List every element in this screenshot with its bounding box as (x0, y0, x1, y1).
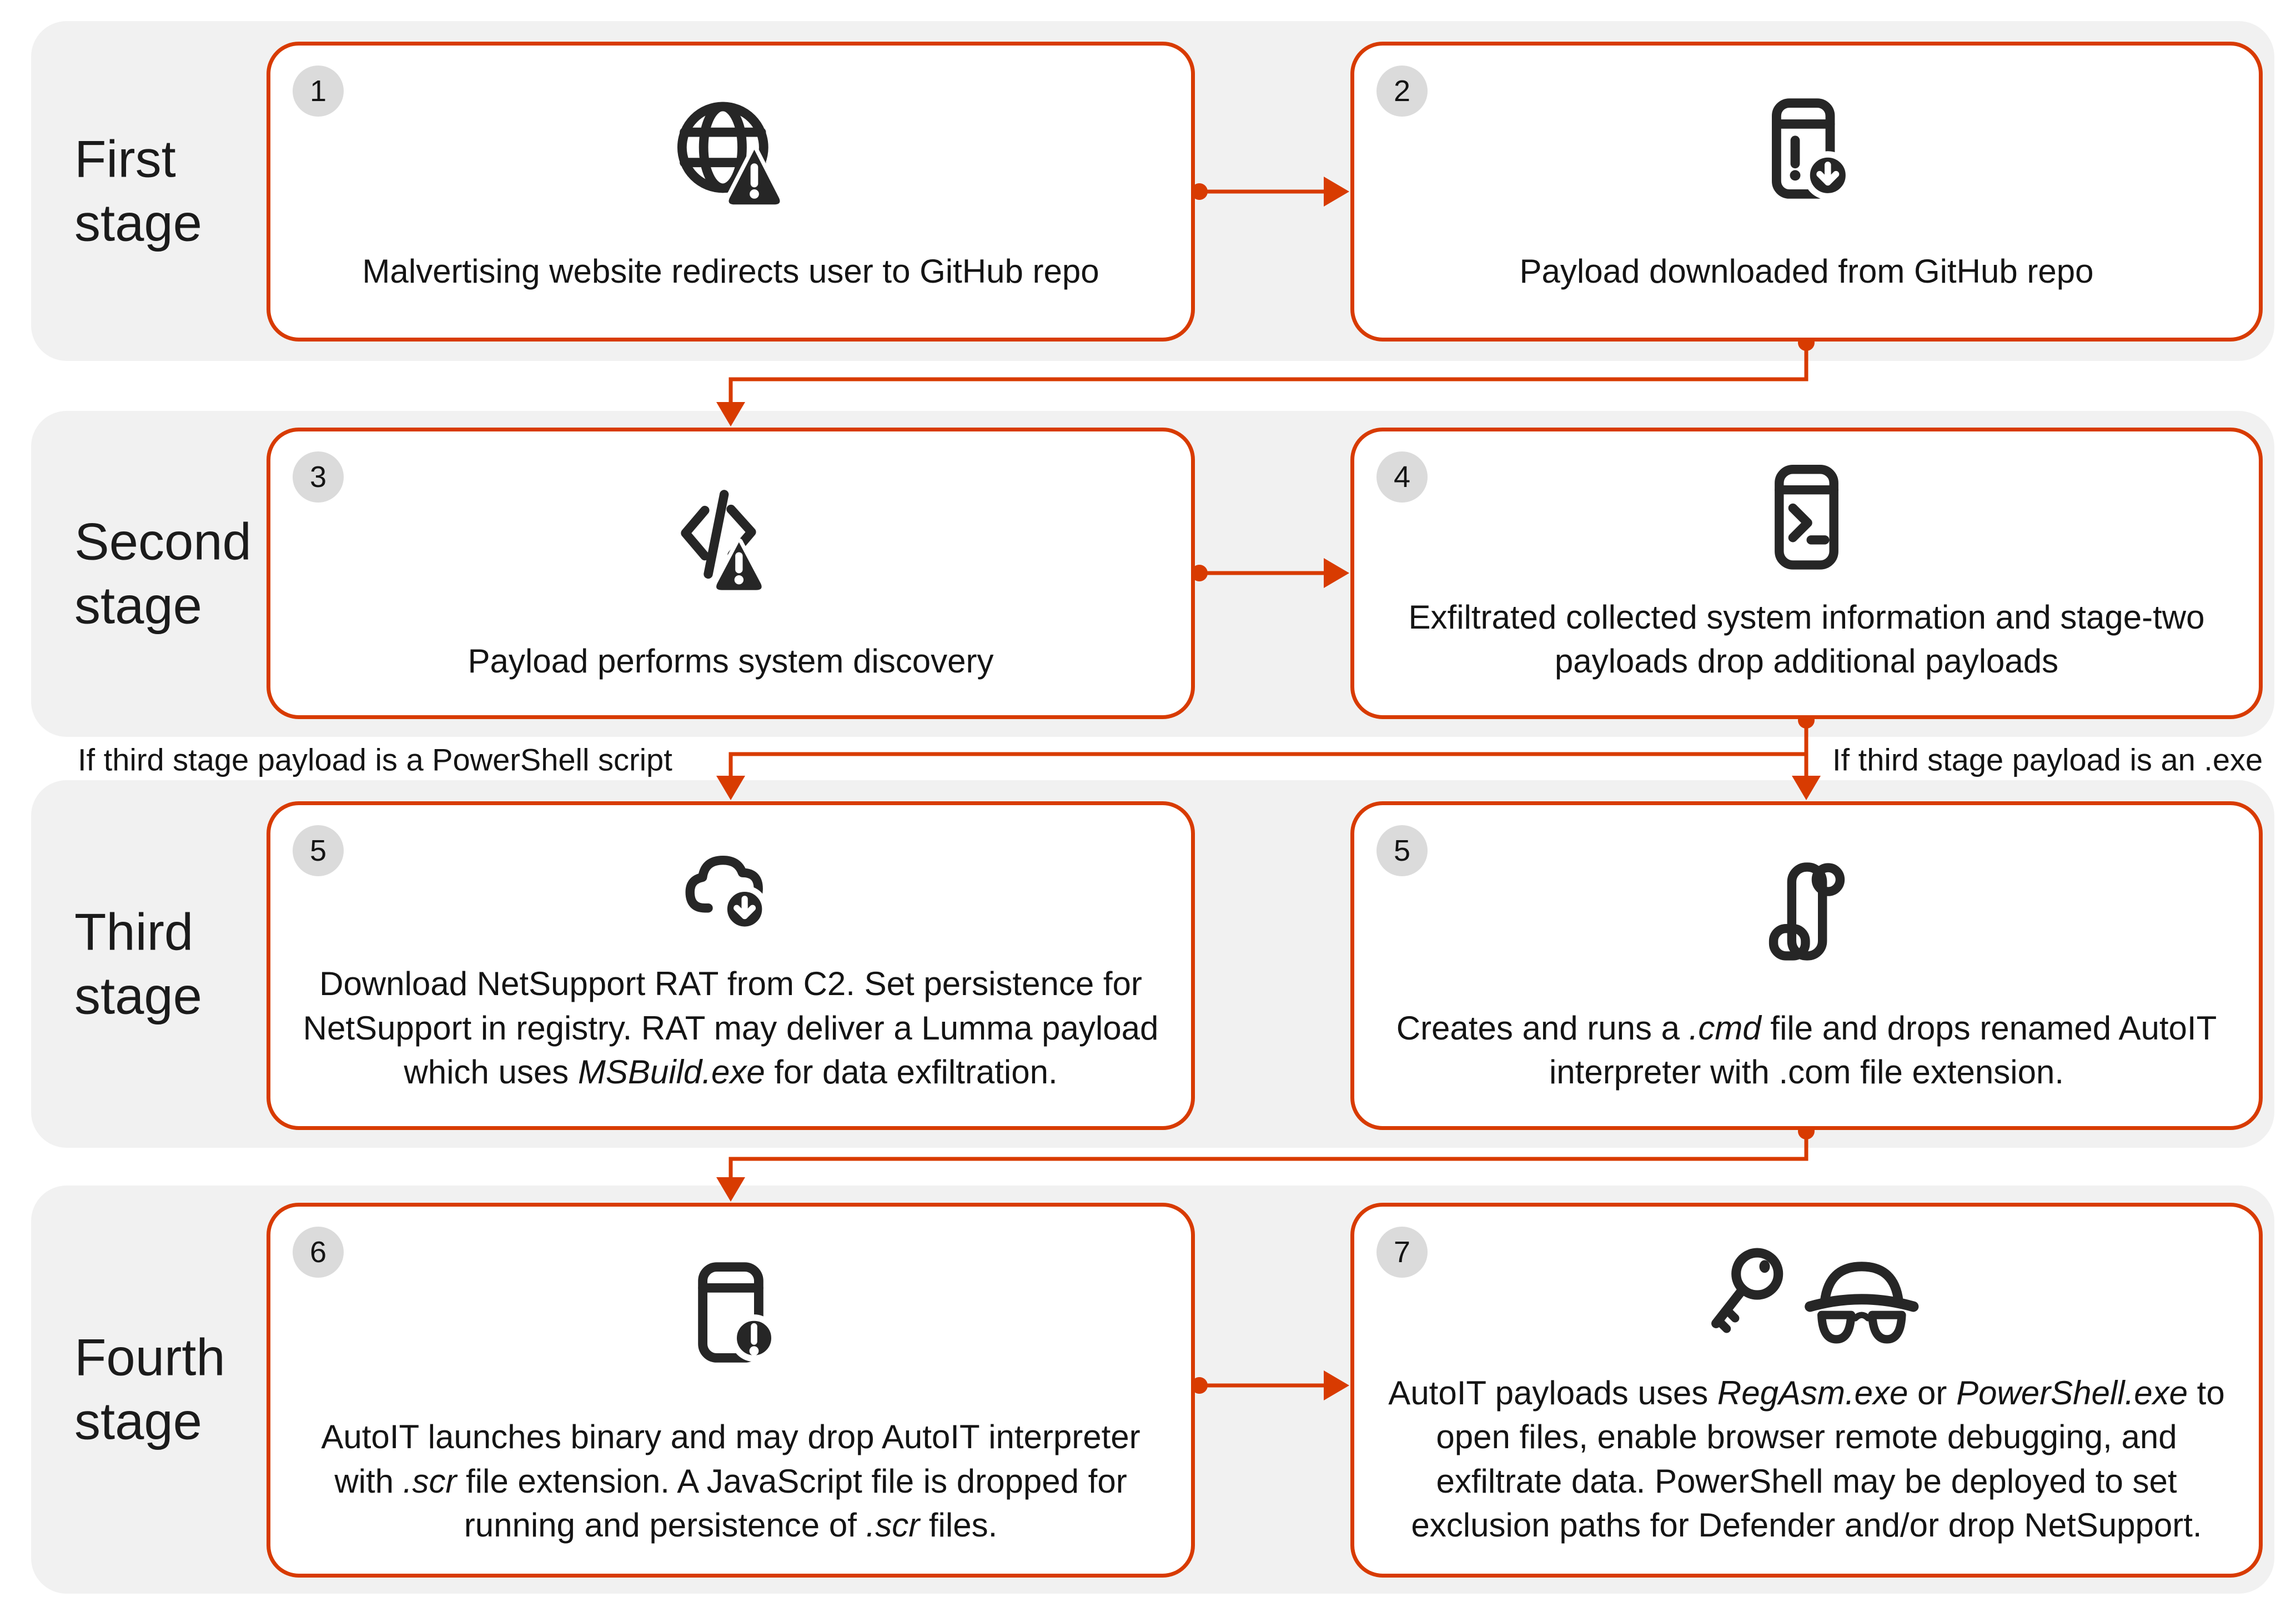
box-caption: Payload downloaded from GitHub repo (1519, 252, 2094, 290)
box-caption: AutoIT launches binary and may drop AutoIT interpreter with .scr file extension. A JavaScript file is dropped for running and persistence of .scr files. (321, 1418, 1141, 1544)
icon-area (1354, 805, 2259, 1006)
box-1-malvertising (267, 42, 1195, 342)
box-7-regasm-powershell (1350, 1203, 2263, 1578)
step-badge: 7 (1376, 1227, 1428, 1278)
branch-label-powershell: If third stage payload is a PowerShell script (78, 742, 672, 777)
step-badge: 4 (1376, 451, 1428, 503)
box-2-payload-download (1350, 42, 2263, 342)
stage-label-first: First stage (74, 129, 202, 252)
stage-label-fourth: Fourth stage (74, 1328, 225, 1450)
box-6-autoit-binary (267, 1203, 1195, 1578)
step-badge: 6 (293, 1227, 344, 1278)
window-alert-icon (672, 1260, 789, 1377)
icon-area (1354, 1207, 2259, 1371)
box-caption: AutoIT payloads uses RegAsm.exe or PowerShell.exe to open files, enable browser remote debugging, and exfiltrate data. PowerShell may be deployed to set exclusion paths for Defender and/or drop NetSupport. (1388, 1374, 2225, 1544)
icon-area (1354, 46, 2259, 249)
terminal-icon (1750, 464, 1863, 577)
box-caption: Payload performs system discovery (468, 642, 994, 680)
icon-area (270, 1207, 1191, 1415)
code-warning-icon (674, 485, 788, 599)
branch-label-exe: If third stage payload is an .exe (1832, 742, 2263, 777)
box-caption: Exfiltrated collected system information and stage-two payloads drop additional payloads (1408, 598, 2205, 680)
step-badge: 1 (293, 66, 344, 117)
icon-area (1354, 431, 2259, 595)
stage-label-second: Second stage (74, 512, 252, 634)
box-4-exfiltration (1350, 428, 2263, 719)
step-badge: 5 (1376, 825, 1428, 876)
box-caption: Malvertising website redirects user to GitHub repo (362, 252, 1099, 290)
box-5-netsupport-rat (267, 801, 1195, 1130)
window-download-icon (1749, 96, 1865, 213)
step-badge: 5 (293, 825, 344, 876)
key-incognito-icon (1691, 1243, 1923, 1349)
stage-label-third: Third stage (74, 902, 202, 1025)
connector-box4-box5-powershell (731, 754, 1806, 776)
icon-area (270, 46, 1191, 249)
cloud-download-icon (674, 834, 788, 948)
icon-area (270, 805, 1191, 962)
icon-area (270, 431, 1191, 639)
step-badge: 2 (1376, 66, 1428, 117)
box-caption: Download NetSupport RAT from C2. Set persistence for NetSupport in registry. RAT may deliver a Lumma payload which uses MSBuild.exe for data exfiltration. (303, 965, 1159, 1091)
globe-warning-icon (670, 96, 792, 213)
box-3-system-discovery (267, 428, 1195, 719)
script-scroll-icon (1750, 856, 1863, 970)
box-5-cmd-autoit (1350, 801, 2263, 1130)
step-badge: 3 (293, 451, 344, 503)
box-caption: Creates and runs a .cmd file and drops renamed AutoIT interpreter with .com file extension. (1396, 1009, 2217, 1091)
